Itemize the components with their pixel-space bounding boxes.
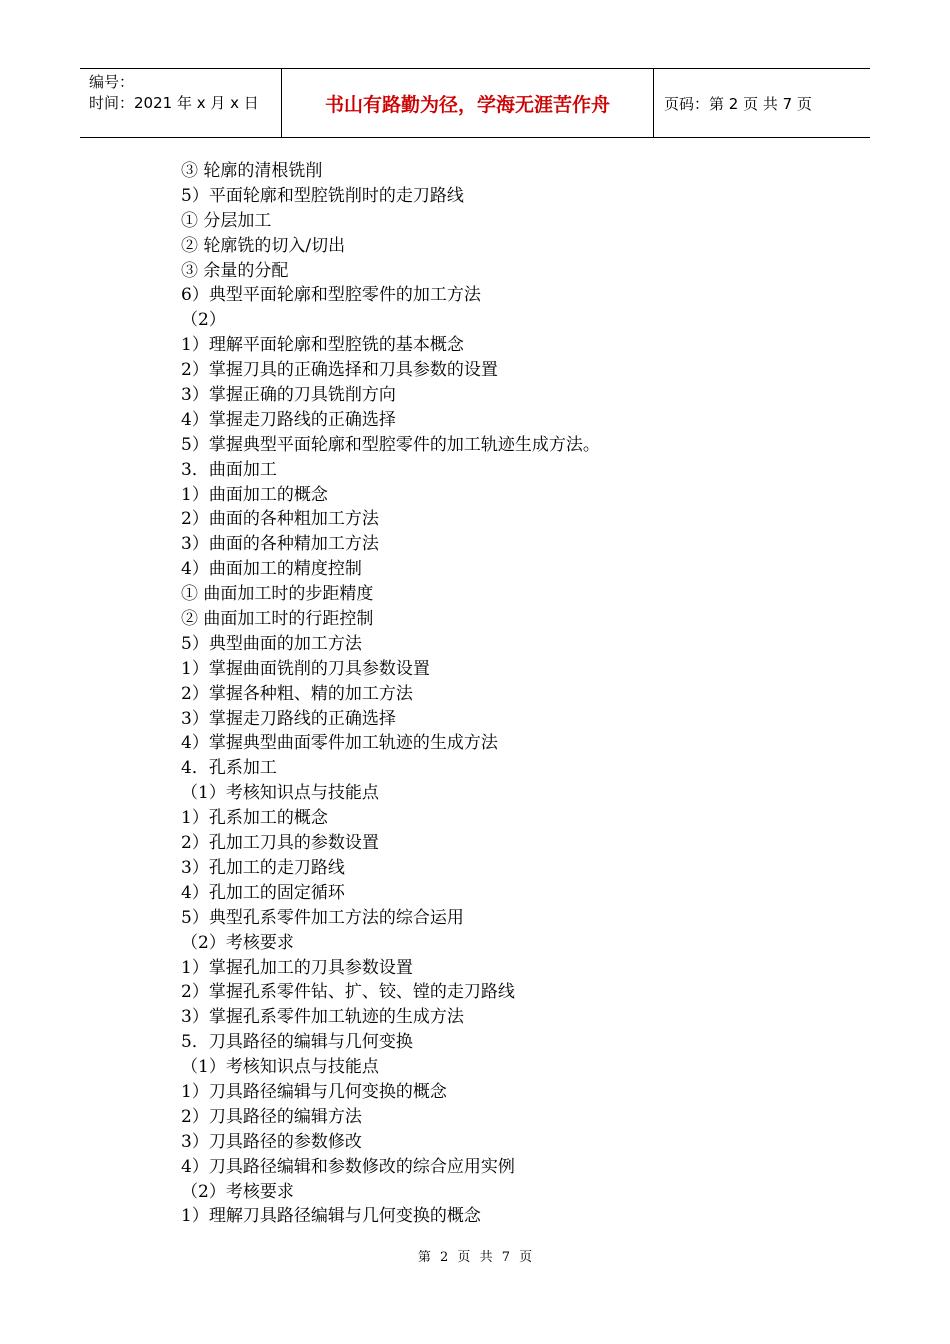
text-line: 1）曲面加工的概念 (181, 484, 328, 505)
page-header (80, 68, 870, 138)
text-line: （2）考核要求 (181, 1181, 294, 1202)
text-line: 1）掌握曲面铣削的刀具参数设置 (181, 658, 430, 679)
text-line: 1）孔系加工的概念 (181, 808, 328, 829)
text-line: 5）平面轮廓和型腔铣削时的走刀路线 (181, 185, 464, 206)
document-number-label: 编号： (89, 73, 135, 91)
footer-page-number: 2 (439, 1250, 449, 1265)
text-line: 1）理解刀具路径编辑与几何变换的概念 (181, 1206, 481, 1227)
text-line: ② 轮廓铣的切入/切出 (181, 235, 346, 256)
text-line: 3）孔加工的走刀路线 (181, 857, 345, 878)
footer-page-word: 页 (457, 1250, 471, 1265)
text-line: 4）曲面加工的精度控制 (181, 559, 362, 580)
text-line: 3）掌握正确的刀具铣削方向 (181, 385, 396, 406)
text-line: 2）掌握各种粗、精的加工方法 (181, 683, 413, 704)
text-line: （1）考核知识点与技能点 (181, 1057, 379, 1078)
text-line: 1）刀具路径编辑与几何变换的概念 (181, 1081, 447, 1102)
section-heading: 3．曲面加工 (181, 459, 277, 480)
text-line: 4）掌握典型曲面零件加工轨迹的生成方法 (181, 733, 498, 754)
text-line: ① 分层加工 (181, 210, 272, 231)
text-line: 5）典型曲面的加工方法 (181, 633, 362, 654)
text-line: 2）刀具路径的编辑方法 (181, 1106, 362, 1127)
text-line: 2）曲面的各种粗加工方法 (181, 509, 379, 530)
text-line: 3）曲面的各种精加工方法 (181, 534, 379, 555)
text-line: 4）掌握走刀路线的正确选择 (181, 409, 396, 430)
text-line: 3）掌握孔系零件加工轨迹的生成方法 (181, 1007, 464, 1028)
text-line: （2）考核要求 (181, 932, 294, 953)
text-line: 5）掌握典型平面轮廓和型腔零件的加工轨迹生成方法。 (181, 434, 600, 455)
page-footer (0, 1246, 950, 1265)
text-line: 5）典型孔系零件加工方法的综合运用 (181, 907, 464, 928)
header-meta (80, 69, 282, 137)
text-line: ③ 余量的分配 (181, 260, 289, 281)
header-page-number: 页码：第 2 页 共 7 页 (664, 94, 812, 113)
text-line: 4）孔加工的固定循环 (181, 882, 345, 903)
text-line: 3）掌握走刀路线的正确选择 (181, 708, 396, 729)
document-body (181, 159, 841, 1229)
text-line: 2）掌握刀具的正确选择和刀具参数的设置 (181, 360, 498, 381)
footer-total-pages: 7 (501, 1250, 510, 1265)
document-date: 时间：2021 年 x 月 x 日 (89, 94, 259, 112)
text-line: 4）刀具路径编辑和参数修改的综合应用实例 (181, 1156, 515, 1177)
text-line: ③ 轮廓的清根铣削 (181, 161, 323, 181)
header-motto: 书山有路勤为径，学海无涯苦作舟 (282, 69, 654, 137)
footer-prefix: 第 (417, 1250, 431, 1265)
text-line: ② 曲面加工时的行距控制 (181, 609, 374, 630)
text-line: 3）刀具路径的参数修改 (181, 1131, 362, 1152)
text-line: 2）掌握孔系零件钻、扩、铰、镗的走刀路线 (181, 982, 515, 1003)
text-line: （2） (181, 310, 226, 331)
text-line: 1）掌握孔加工的刀具参数设置 (181, 957, 413, 978)
text-line: 2）孔加工刀具的参数设置 (181, 833, 379, 854)
footer-suffix: 页 (519, 1250, 533, 1265)
text-line: （1）考核知识点与技能点 (181, 783, 379, 804)
section-heading: 4．孔系加工 (181, 758, 277, 779)
section-heading: 5．刀具路径的编辑与几何变换 (181, 1032, 413, 1053)
text-line: ① 曲面加工时的步距精度 (181, 584, 374, 605)
footer-total-word: 共 (479, 1250, 493, 1265)
text-line: 1）理解平面轮廓和型腔铣的基本概念 (181, 335, 464, 356)
text-line: 6）典型平面轮廓和型腔零件的加工方法 (181, 285, 481, 306)
